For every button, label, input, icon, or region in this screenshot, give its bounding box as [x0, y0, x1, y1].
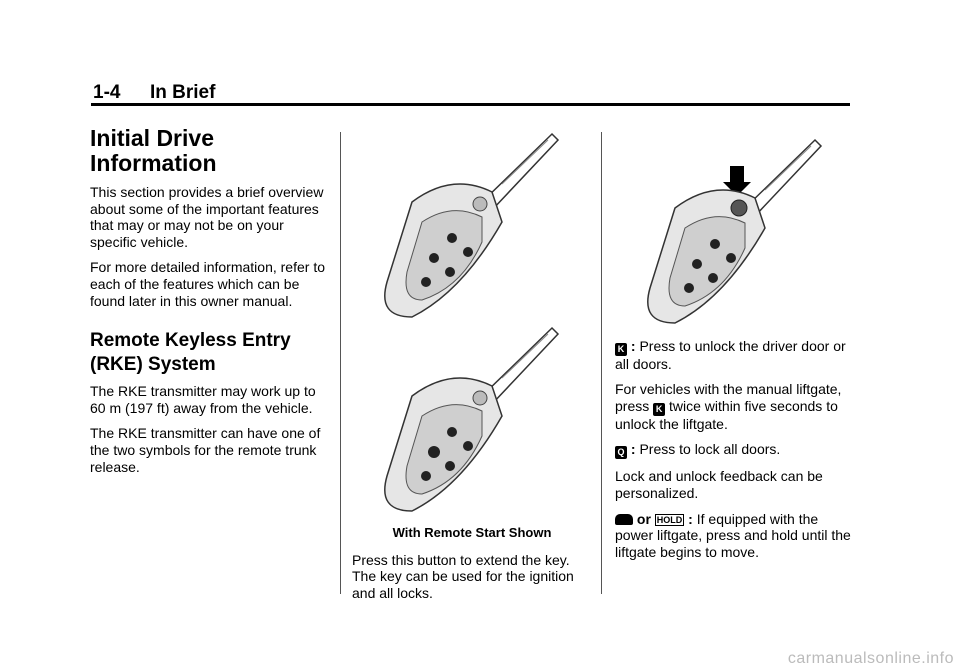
column-divider: [340, 132, 341, 594]
paragraph: The RKE transmitter may work up to 60 m (197 ft) away from the vehicle.: [90, 383, 316, 416]
unlock-icon: K: [653, 403, 665, 416]
unlock-icon: K: [615, 343, 627, 356]
key-fob-icon: [352, 132, 592, 322]
key-release-illustration: [615, 132, 855, 332]
hold-icon: HOLD: [656, 514, 683, 525]
key-fob-illustration: [352, 132, 592, 519]
subsection-heading: Remote Keyless Entry (RKE) System: [90, 330, 291, 376]
column-3: [615, 132, 855, 569]
column-1: [90, 126, 330, 484]
page-number: 1-4: [93, 82, 121, 103]
column-divider: [601, 132, 602, 594]
figure-caption: With Remote Start Shown: [392, 525, 552, 541]
watermark: carmanualsonline.info: [787, 650, 954, 667]
section-title: In Brief: [150, 82, 216, 103]
section-heading: Initial Drive Information: [90, 125, 217, 176]
paragraph: This section provides a brief overview about some of the important features that may or may not be on your specific vehicle.: [90, 184, 324, 250]
header-rule: [91, 103, 850, 106]
key-fob-remote-start-icon: [352, 326, 592, 516]
paragraph: Press this button to extend the key. The key can be used for the ignition and all locks.: [352, 551, 574, 601]
key-release-button-icon: [615, 132, 855, 328]
paragraph: or HOLD : If equipped with the power liftgate, press and hold until the liftgate begins to move.: [615, 510, 851, 560]
lock-icon: Q: [615, 446, 627, 459]
paragraph: Lock and unlock feedback can be personalized.: [615, 468, 823, 501]
column-2: [352, 132, 592, 611]
paragraph: K : Press to unlock the driver door or all doors.: [615, 337, 846, 372]
car-trunk-icon: [615, 514, 633, 525]
paragraph: The RKE transmitter can have one of the two symbols for the remote trunk release.: [90, 425, 321, 475]
paragraph: Q : Press to lock all doors.: [615, 441, 855, 459]
paragraph: For vehicles with the manual liftgate, press K twice within five seconds to unlock the liftgate.: [615, 381, 842, 432]
paragraph: For more detailed information, refer to each of the features which can be found later in this owner manual.: [90, 259, 325, 309]
